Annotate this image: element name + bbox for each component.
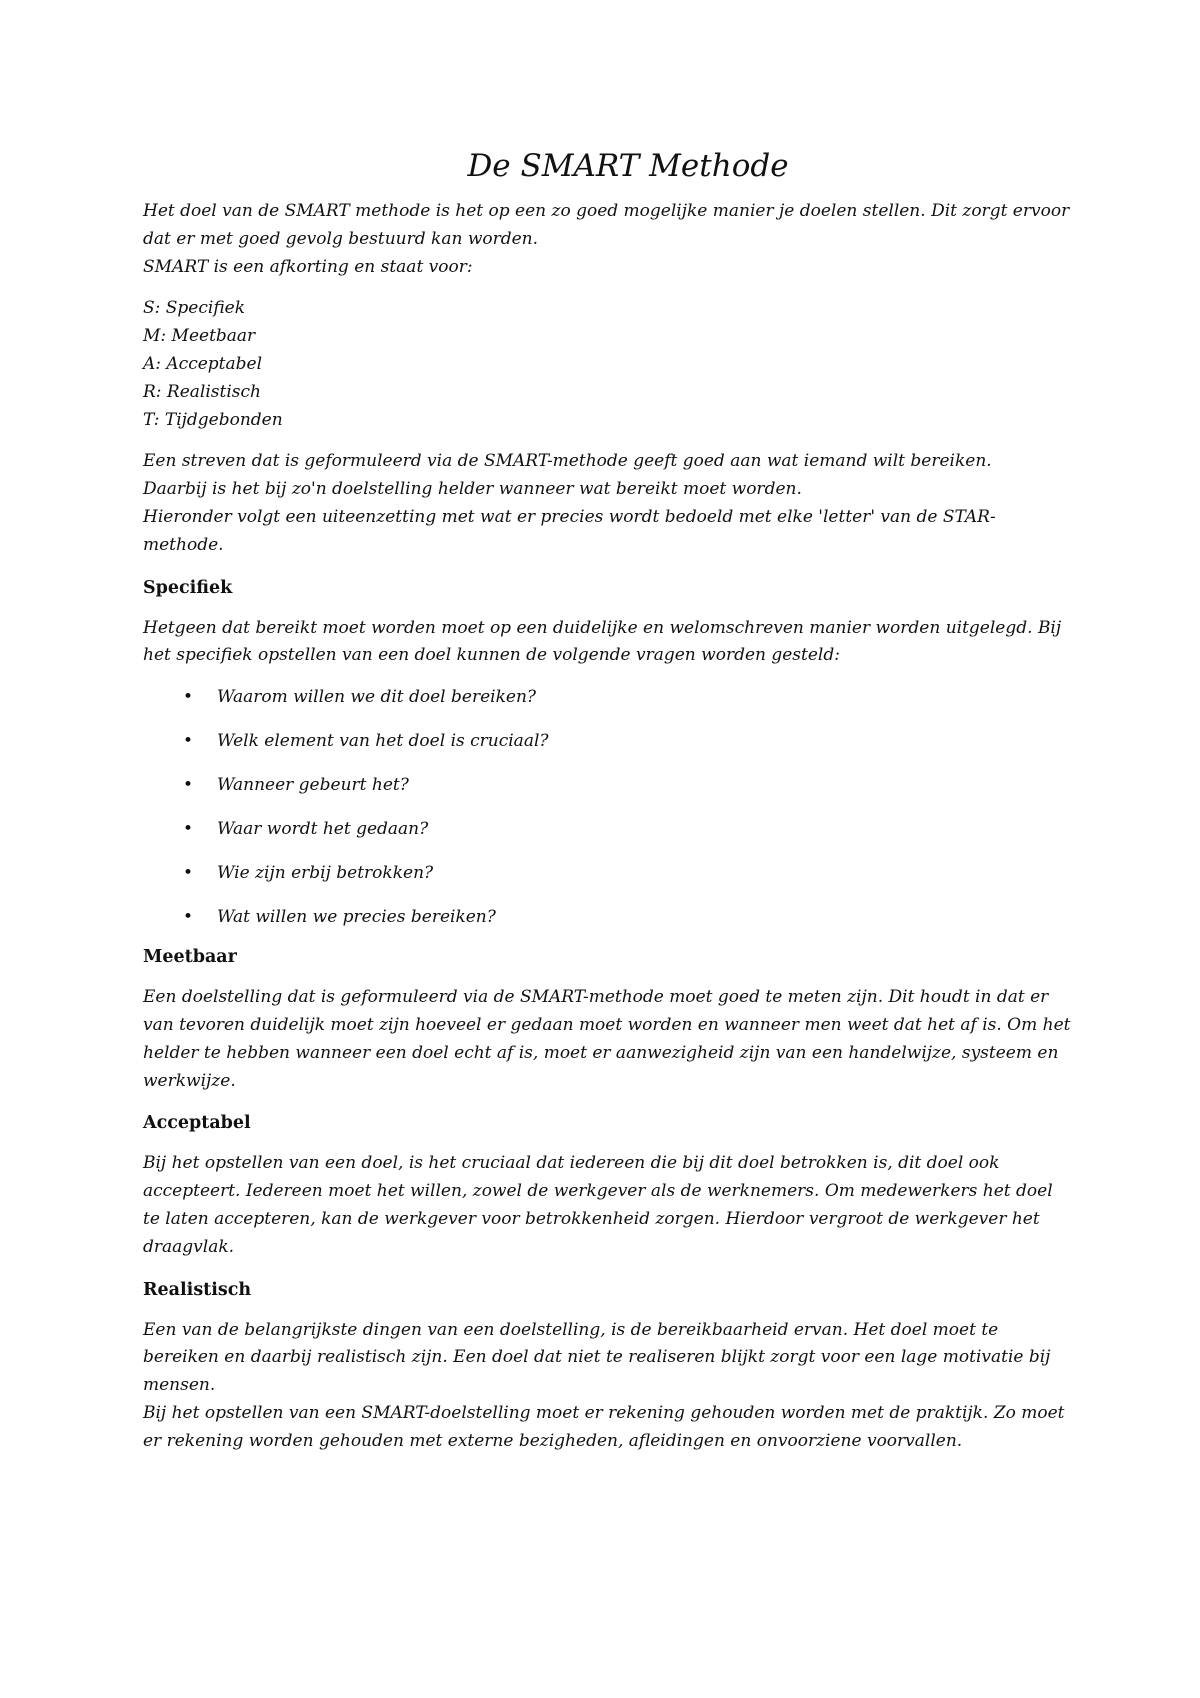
heading-specifiek: Specifiek (143, 577, 233, 598)
smart-acronym-list (143, 295, 1073, 434)
explanation-line: Een streven dat is geformuleerd via de SMART-methode geeft goed aan wat iemand wilt bereiken. (143, 451, 992, 472)
page-title: De SMART Methode (467, 148, 789, 184)
question-text: Waarom willen we dit doel bereiken? (217, 687, 537, 708)
meetbaar-paragraph: Een doelstelling dat is geformuleerd via de SMART-methode moet goed te meten zijn. Dit houdt in dat er van tevoren duidelijk moet zijn hoeveel er gedaan moet worden en wanneer men weet dat het af is. Om het helder te hebben wanneer een doel echt af is, moet er aanwezigheid zijn van een handelwijze, systeem en werkwijze. (143, 987, 1071, 1091)
smart-list-item: M: Meetbaar (143, 326, 256, 347)
smart-list-item: R: Realistisch (143, 381, 261, 402)
acceptabel-paragraph: Bij het opstellen van een doel, is het cruciaal dat iedereen die bij dit doel betrokken is, dit doel ook accepteert. Iedereen moet het willen, zowel de werkgever als de werknemers. Om medewerkers het doel te laten accepteren, kan de werkgever voor betrokkenheid zorgen. Hierdoor vergroot de werkgever het draagvlak. (143, 1153, 1053, 1257)
list-item (143, 904, 1073, 931)
question-text: Wat willen we precies bereiken? (217, 907, 496, 928)
list-item (143, 684, 1073, 711)
bullet-icon: • (183, 687, 194, 708)
specifiek-paragraph: Hetgeen dat bereikt moet worden moet op een duidelijke en welomschreven manier worden uitgelegd. Bij het specifiek opstellen van een doel kunnen de volgende vragen worden gesteld: (143, 617, 1062, 666)
explanation-paragraph (143, 448, 1073, 559)
explanation-line: Daarbij is het bij zo'n doelstelling helder wanneer wat bereikt moet worden. (143, 479, 802, 500)
smart-list-item: T: Tijdgebonden (143, 409, 283, 430)
heading-meetbaar: Meetbaar (143, 947, 237, 968)
heading-realistisch: Realistisch (143, 1279, 252, 1300)
bullet-icon: • (183, 731, 194, 752)
question-text: Wie zijn erbij betrokken? (217, 863, 434, 884)
question-text: Wanneer gebeurt het? (217, 775, 409, 796)
intro-line: SMART is een afkorting en staat voor: (143, 256, 473, 277)
document-content (143, 140, 1073, 1470)
list-item (143, 816, 1073, 843)
explanation-line: Hieronder volgt een uiteenzetting met wat er precies wordt bedoeld met elke 'letter' van de STAR-methode. (143, 506, 996, 555)
question-text: Waar wordt het gedaan? (217, 819, 429, 840)
specifiek-question-list (143, 684, 1073, 931)
list-item (143, 860, 1073, 887)
bullet-icon: • (183, 819, 194, 840)
intro-paragraph (143, 198, 1073, 281)
question-text: Welk element van het doel is cruciaal? (217, 731, 549, 752)
realistisch-paragraph (143, 1317, 1073, 1456)
realistisch-line: Een van de belangrijkste dingen van een doelstelling, is de bereikbaarheid ervan. Het doel moet te bereiken en daarbij realistisch zijn. Een doel dat niet te realiseren blijkt zorgt voor een lage motivatie bij mensen. (143, 1319, 1051, 1396)
smart-list-item: S: Specifiek (143, 298, 246, 319)
realistisch-line: Bij het opstellen van een SMART-doelstelling moet er rekening gehouden worden met de praktijk. Zo moet er rekening worden gehouden met externe bezigheden, afleidingen en onvoorziene voorvallen. (143, 1402, 1065, 1451)
list-item (143, 772, 1073, 799)
heading-acceptabel: Acceptabel (143, 1113, 251, 1134)
bullet-icon: • (183, 775, 194, 796)
list-item (143, 728, 1073, 755)
intro-line: Het doel van de SMART methode is het op een zo goed mogelijke manier je doelen stellen. Dit zorgt ervoor dat er met goed gevolg bestuurd kan worden. (143, 201, 1070, 249)
bullet-icon: • (183, 863, 194, 884)
smart-list-item: A: Acceptabel (143, 353, 263, 374)
bullet-icon: • (183, 907, 194, 928)
